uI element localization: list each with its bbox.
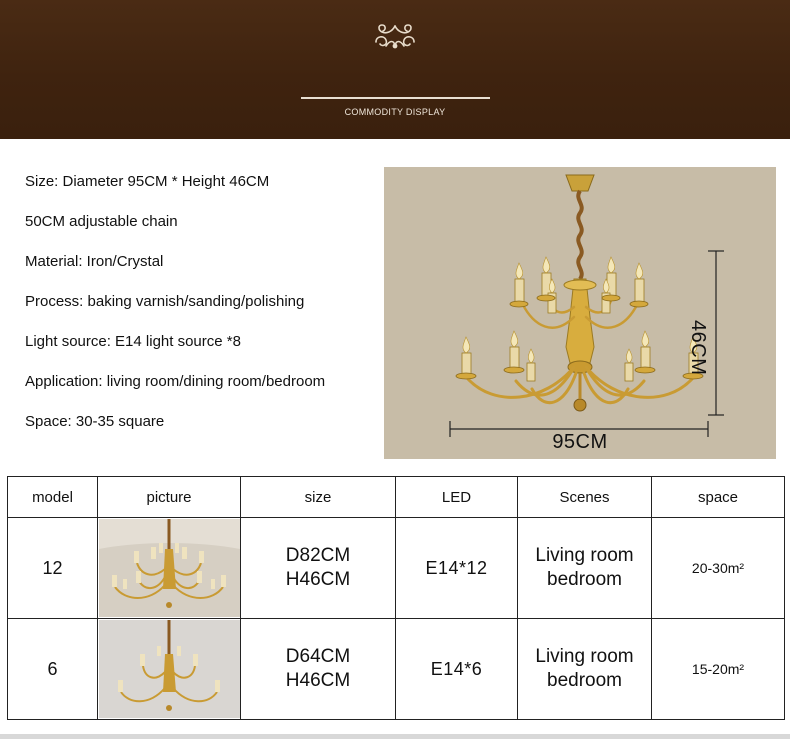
header-picture: picture [98,477,241,518]
chandelier-illustration [384,167,776,459]
ornament-icon [372,22,418,54]
picture-cell [98,619,241,720]
led-cell: E14*12 [396,518,518,619]
chandelier-12-thumbnail [99,519,240,617]
led-cell: E14*6 [396,619,518,720]
header-space: space [652,477,785,518]
space-cell: 20-30m² [652,518,785,619]
width-dimension-label: 95CM [552,431,608,453]
scenes-cell [518,619,652,720]
table-row [8,619,785,720]
scene-line-2: bedroom [547,569,622,590]
size-cell [241,518,396,619]
table-header-row [8,477,785,518]
bottom-divider [0,734,790,739]
spec-light-source: Light source: E14 light source *8 [25,333,241,350]
size-cell [241,619,396,720]
banner-title: COMMODITY DISPLAY [344,107,446,117]
size-height: H46CM [285,569,351,590]
table-row [8,518,785,619]
model-cell: 6 [8,619,98,720]
header-scenes: Scenes [518,477,652,518]
header-model: model [8,477,98,518]
scene-line-1: Living room [535,646,634,667]
size-height: H46CM [285,670,351,691]
header-banner [0,0,790,139]
spec-process: Process: baking varnish/sanding/polishing [25,293,305,310]
scene-line-2: bedroom [547,670,622,691]
header-led: LED [396,477,518,518]
scene-line-1: Living room [535,545,634,566]
spec-chain: 50CM adjustable chain [25,213,178,230]
spec-size: Size: Diameter 95CM * Height 46CM [25,173,270,190]
chandelier-6-thumbnail [99,620,240,718]
spec-space: Space: 30-35 square [25,413,165,430]
scenes-cell [518,518,652,619]
height-dimension-label: 46CM [687,320,709,376]
header-size: size [241,477,396,518]
model-table [7,476,785,720]
spec-application: Application: living room/dining room/bedroom [25,373,326,390]
model-cell: 12 [8,518,98,619]
size-diameter: D82CM [285,545,351,566]
size-diameter: D64CM [285,646,351,667]
banner-divider [301,97,490,99]
spec-material: Material: Iron/Crystal [25,253,164,270]
product-photo [384,167,776,459]
space-cell: 15-20m² [652,619,785,720]
picture-cell [98,518,241,619]
